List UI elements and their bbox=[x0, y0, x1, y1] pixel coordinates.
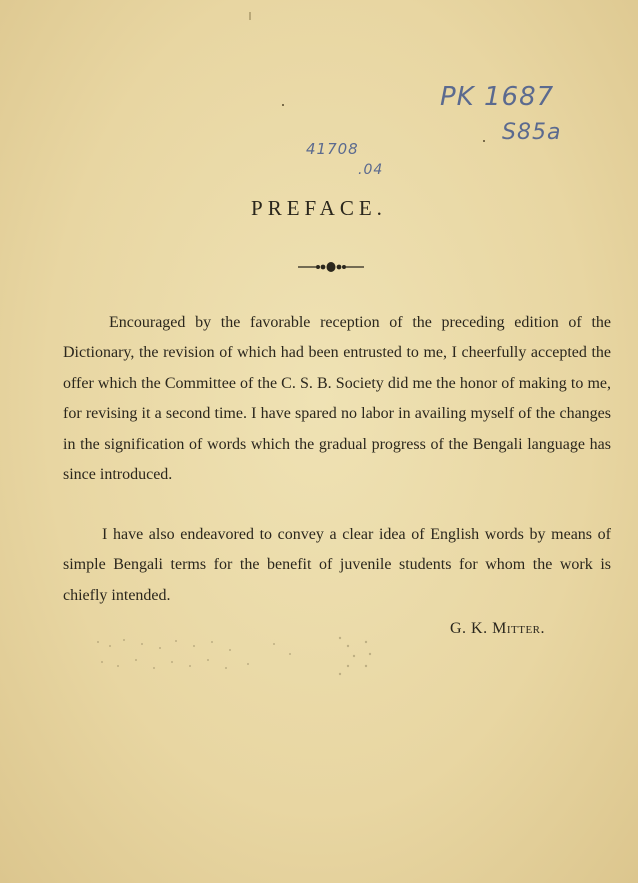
preface-paragraph-1: Encouraged by the favorable reception of the preceding edition of the Dictionary, the revision of which had been entrusted to me, I cheerfully accepted the offer which the Committee of the C. S. B. Society did me the honor of making to me, for revising it a second time. I have spared no labor in availing myself of the changes in the signification of words which the gradual progress of the Bengali language has since introduced. bbox=[63, 314, 611, 484]
accession-number-line2: .04 bbox=[358, 162, 384, 178]
call-number-line2: S85a bbox=[502, 120, 562, 145]
call-number-line1: PK 1687 bbox=[440, 82, 555, 112]
signature-surname: Mitter. bbox=[492, 620, 545, 637]
ornament-rule-icon bbox=[296, 260, 366, 274]
ink-bleed-through bbox=[90, 632, 390, 682]
paper-mark bbox=[249, 12, 251, 20]
paper-mark bbox=[483, 140, 485, 142]
page-title: PREFACE. bbox=[251, 196, 387, 220]
accession-number-line1: 41708 bbox=[306, 140, 359, 158]
signature bbox=[450, 620, 545, 638]
preface-paragraph-2: I have also endeavored to convey a clear idea of English words by means of simple Bengali terms for the benefit of juvenile students for whom the work is chiefly intended. bbox=[63, 526, 611, 604]
paper-mark bbox=[282, 104, 284, 106]
signature-initials: G. K. bbox=[450, 620, 488, 637]
